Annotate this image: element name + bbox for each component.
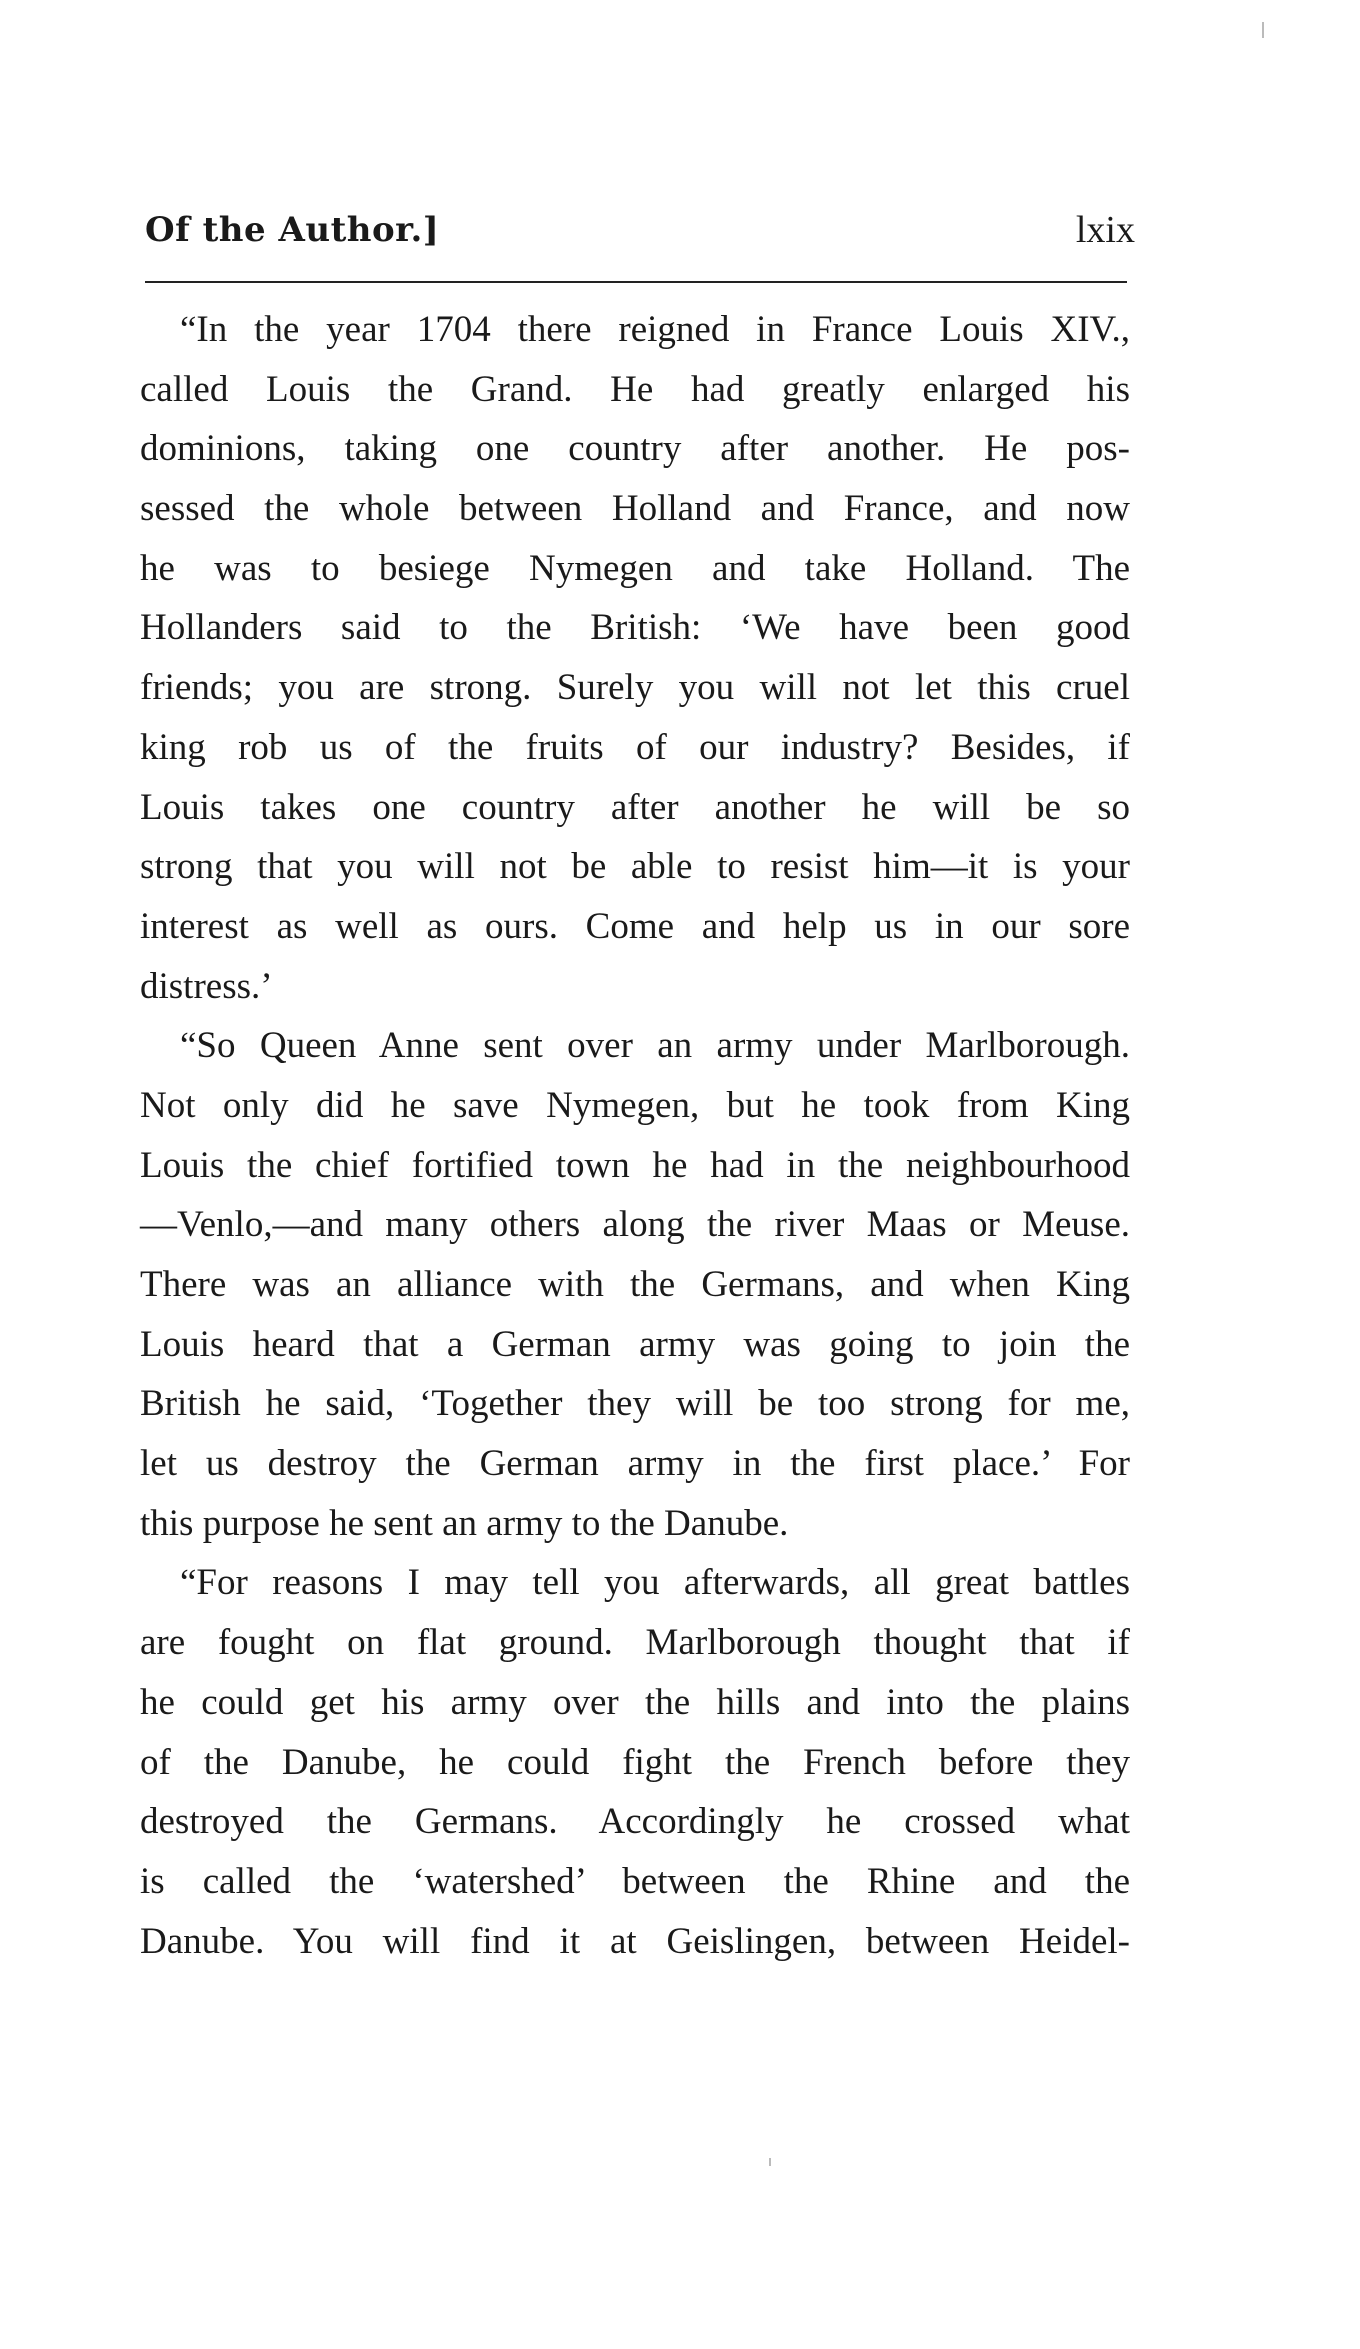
- paragraph: [140, 300, 1130, 1016]
- text-line: are fought on flat ground. Marlborough thought that if: [140, 1622, 1130, 1664]
- text-line: interest as well as ours. Come and help us in our sore: [140, 905, 1130, 947]
- text-line: he could get his army over the hills and into the plains: [140, 1681, 1130, 1723]
- text-line: destroyed the Germans. Accordingly he crossed what: [140, 1801, 1130, 1843]
- scan-speck: [1262, 22, 1264, 38]
- text-line: Louis heard that a German army was going to join the: [140, 1323, 1130, 1365]
- page-number: lxix: [1075, 209, 1135, 251]
- text-line: distress.’: [140, 965, 273, 1007]
- text-line: king rob us of the fruits of our industry? Besides, if: [140, 726, 1130, 768]
- running-title: Of the Author.]: [145, 210, 440, 250]
- text-line: sessed the whole between Holland and France, and now: [140, 488, 1130, 530]
- text-line: this purpose he sent an army to the Danube.: [140, 1502, 789, 1544]
- text-line: called Louis the Grand. He had greatly enlarged his: [140, 368, 1130, 410]
- text-line: Louis the chief fortified town he had in the neighbourhood: [140, 1144, 1130, 1186]
- text-line: Hollanders said to the British: ‘We have been good: [140, 607, 1130, 649]
- paragraph: [140, 1553, 1130, 1971]
- body-text: [140, 300, 1130, 1971]
- header-rule: [145, 281, 1127, 283]
- running-head: [145, 200, 1135, 260]
- text-line: he was to besiege Nymegen and take Holland. The: [140, 547, 1130, 589]
- text-line: “For reasons I may tell you afterwards, all great battles: [180, 1562, 1130, 1604]
- text-line: “So Queen Anne sent over an army under Marlborough.: [180, 1025, 1130, 1067]
- text-line: Danube. You will find it at Geislingen, between Heidel-: [140, 1920, 1130, 1962]
- text-line: strong that you will not be able to resist him—it is your: [140, 846, 1130, 888]
- scan-speck: [769, 2158, 771, 2166]
- paragraph: [140, 1016, 1130, 1553]
- text-line: Not only did he save Nymegen, but he took from King: [140, 1084, 1130, 1126]
- text-line: “In the year 1704 there reigned in France Louis XIV.,: [180, 309, 1130, 350]
- text-line: let us destroy the German army in the first place.’ For: [140, 1443, 1130, 1485]
- text-line: British he said, ‘Together they will be too strong for me,: [140, 1383, 1130, 1425]
- text-line: is called the ‘watershed’ between the Rhine and the: [140, 1860, 1130, 1902]
- text-line: of the Danube, he could fight the French before they: [140, 1741, 1130, 1783]
- text-line: dominions, taking one country after another. He pos-: [140, 428, 1130, 470]
- text-line: —Venlo,—and many others along the river Maas or Meuse.: [140, 1204, 1130, 1246]
- text-line: Louis takes one country after another he will be so: [140, 786, 1130, 828]
- text-line: There was an alliance with the Germans, and when King: [140, 1264, 1130, 1305]
- text-line: friends; you are strong. Surely you will not let this cruel: [140, 667, 1130, 709]
